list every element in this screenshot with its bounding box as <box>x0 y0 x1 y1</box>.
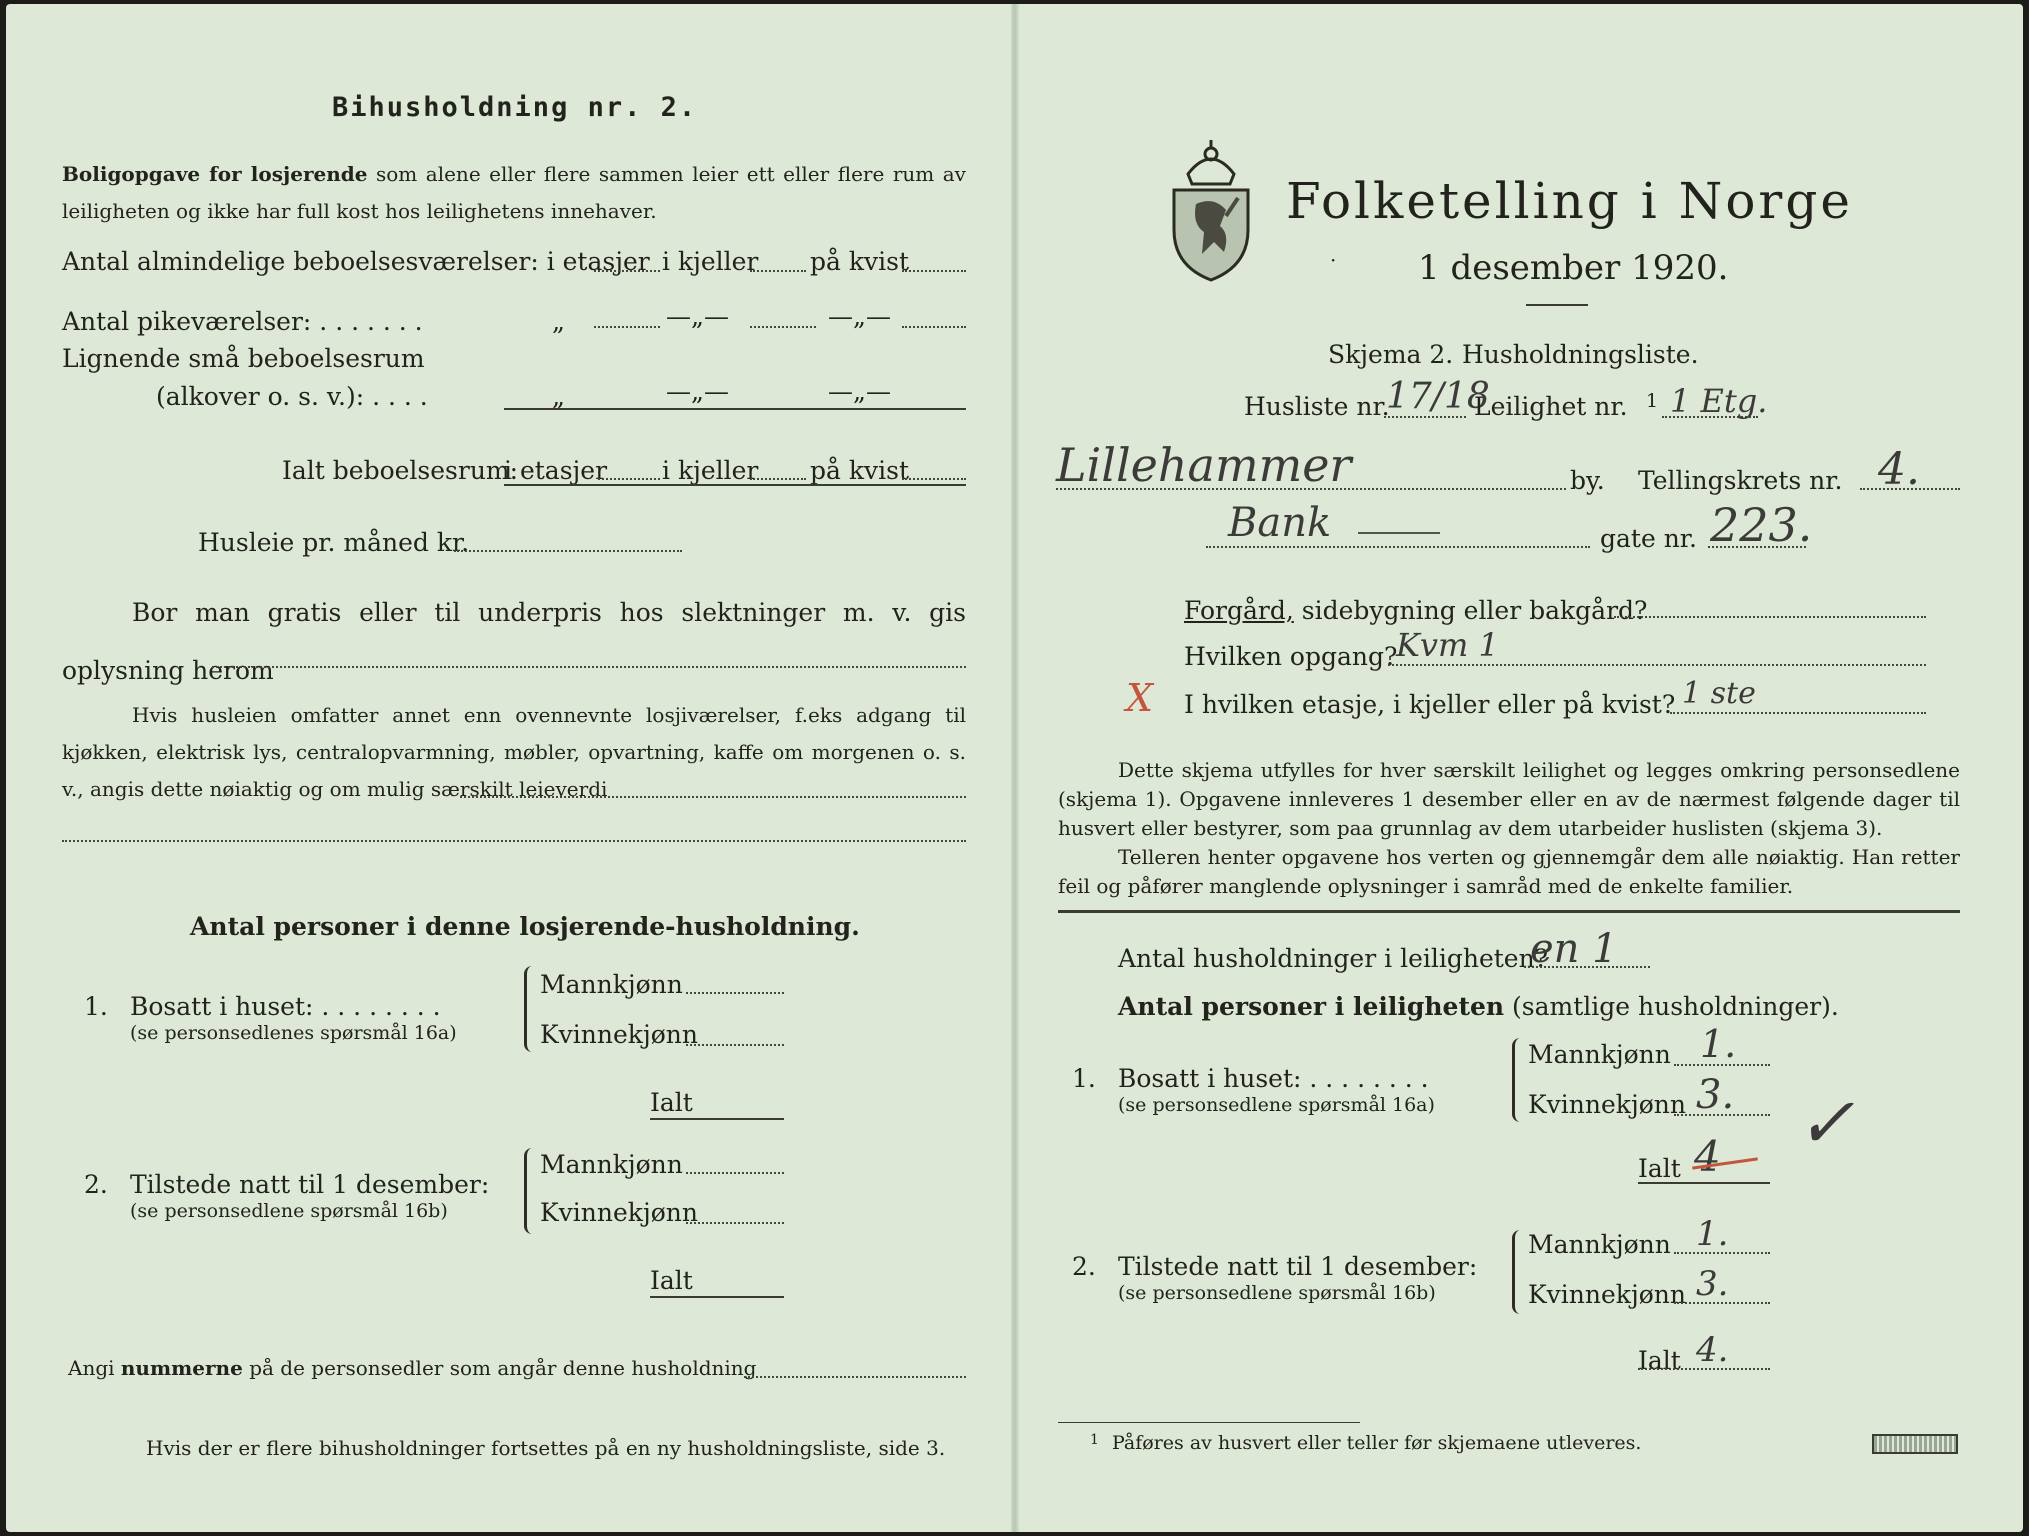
left-q1-kvinne-field[interactable] <box>686 1044 784 1046</box>
gratis-field[interactable] <box>212 666 966 668</box>
right-q2-label: Tilstede natt til 1 desember: <box>1118 1252 1478 1281</box>
left-q2-ialt-label: Ialt <box>650 1266 693 1295</box>
page-fold <box>1011 4 1019 1532</box>
left-q1-kvinne-label: Kvinnekjønn <box>540 1020 698 1049</box>
gate-field[interactable] <box>1206 546 1590 548</box>
ialt-rum-etasjer-field[interactable] <box>598 478 660 480</box>
right-q2-kvinne-field[interactable] <box>1674 1302 1770 1304</box>
left-q2-kvinne-label: Kvinnekjønn <box>540 1198 698 1227</box>
right-q1-num: 1. <box>1072 1064 1096 1093</box>
forgard-underlined: Forgård, <box>1184 596 1294 625</box>
angi-2: på de personsedler som angår denne husholdning <box>249 1356 757 1380</box>
krets-label: Tellingskrets nr. <box>1638 466 1843 495</box>
left-footer: Hvis der er flere bihusholdninger fortsettes på en ny husholdningsliste, side 3. <box>146 1436 946 1460</box>
left-q2-kvinne-field[interactable] <box>686 1222 784 1224</box>
left-q1-mann-field[interactable] <box>686 992 784 994</box>
left-q1-num: 1. <box>84 992 108 1021</box>
ialt-rum-etasjer-label: i etasjer <box>504 456 608 485</box>
pike-ditto-3: —„— <box>828 302 891 331</box>
rooms-label: Antal almindelige beboelsesværelser: i etasjer <box>62 247 650 276</box>
pike-kjeller-field[interactable] <box>750 326 816 328</box>
gratis-text: Bor man gratis eller til underpris hos slektninger m. v. gis oplysning herom <box>62 598 966 685</box>
ialt-rum-kvist-label: på kvist <box>810 456 909 485</box>
by-field[interactable] <box>1056 488 1566 490</box>
lignende-label-1: Lignende små beboelsesrum <box>62 344 425 373</box>
rooms-kvist-field[interactable] <box>902 270 966 272</box>
footnote-num: 1 <box>1090 1432 1099 1448</box>
ialt-rum-kjeller-label: i kjeller <box>662 456 759 485</box>
etasje-value: 1 ste <box>1682 676 1756 711</box>
antal-hush-label: Antal husholdninger i leiligheten? <box>1118 944 1549 973</box>
right-q1-mann-field[interactable] <box>1674 1064 1770 1066</box>
husleie-field[interactable] <box>454 550 682 552</box>
left-q2-label: Tilstede natt til 1 desember: <box>130 1170 490 1199</box>
pike-etasjer-field[interactable] <box>594 326 660 328</box>
left-q1-mann-label: Mannkjønn <box>540 970 683 999</box>
right-q1-kvinne-value: 3. <box>1696 1072 1735 1118</box>
leilighet-value: 1 Etg. <box>1670 382 1768 420</box>
by-label: by. <box>1570 466 1605 495</box>
angi-text <box>68 1356 756 1380</box>
left-q2-mann-label: Mannkjønn <box>540 1150 683 1179</box>
red-cross-mark: X <box>1126 676 1154 720</box>
right-q2-mann-field[interactable] <box>1674 1252 1770 1254</box>
ialt-rum-label: Ialt beboelsesrum: <box>282 456 519 485</box>
right-antal-title-rest: (samtlige husholdninger). <box>1504 992 1839 1021</box>
right-q1-ialt-label: Ialt <box>1638 1154 1681 1183</box>
norway-coat-of-arms-icon <box>1168 134 1254 284</box>
right-antal-title-bold: Antal personer i leiligheten <box>1118 992 1505 1021</box>
right-date: 1 desember 1920. <box>1418 248 1729 288</box>
left-q2-mann-field[interactable] <box>686 1172 784 1174</box>
forgard-rest: sidebygning eller bakgård? <box>1293 596 1648 625</box>
right-q1-mann-label: Mannkjønn <box>1528 1040 1671 1069</box>
angi-bold: nummerne <box>120 1356 243 1380</box>
right-q2-kvinne-value: 3. <box>1696 1264 1729 1304</box>
right-antal-title <box>1118 992 1839 1021</box>
left-q1-label: Bosatt i huset: . . . . . . . . <box>130 992 441 1021</box>
right-q1-mann-value: 1. <box>1700 1022 1737 1066</box>
gate-value: Bank <box>1228 500 1332 546</box>
etasje-label: I hvilken etasje, i kjeller eller på kvist? <box>1184 690 1676 719</box>
right-q2-ialt-field[interactable] <box>1638 1368 1770 1370</box>
right-q1-note: (se personsedlene spørsmål 16a) <box>1118 1094 1435 1116</box>
right-q1-kvinne-field[interactable] <box>1674 1114 1770 1116</box>
leieverdi-field-2[interactable] <box>62 840 966 842</box>
etasje-field[interactable] <box>1670 712 1926 714</box>
rooms-etasjer-field[interactable] <box>594 270 660 272</box>
left-q1-brace <box>524 966 537 1052</box>
gate-scribble <box>1358 532 1440 534</box>
left-q1-ialt-label: Ialt <box>650 1088 693 1117</box>
ialt-rum-kvist-field[interactable] <box>902 478 966 480</box>
husleie-label: Husleie pr. måned kr. <box>198 528 470 557</box>
left-intro <box>62 156 966 230</box>
leieverdi-field[interactable] <box>460 796 966 798</box>
right-q2-ialt-value: 4. <box>1696 1330 1729 1370</box>
left-antal-title: Antal personer i denne losjerende-husholdning. <box>190 912 860 941</box>
left-q2-brace <box>524 1148 537 1234</box>
by-value: Lillehammer <box>1056 438 1352 492</box>
antal-hush-value: en 1 <box>1530 926 1618 972</box>
left-title: Bihusholdning nr. 2. <box>332 92 698 123</box>
right-q2-brace <box>1512 1230 1525 1314</box>
opgang-label: Hvilken opgang? <box>1184 642 1398 671</box>
census-form-sheet <box>6 4 2023 1532</box>
right-q1-label: Bosatt i huset: . . . . . . . . <box>1118 1064 1429 1093</box>
angi-1: Angi <box>68 1356 115 1380</box>
lignende-rule <box>504 408 966 410</box>
ialt-rum-kjeller-field[interactable] <box>750 478 806 480</box>
intro-bold: Boligopgave for losjerende <box>62 162 368 186</box>
lignende-label-2: (alkover o. s. v.): . . . . <box>156 382 428 411</box>
section-rule <box>1058 910 1960 913</box>
intro-rest: som alene eller flere sammen leier ett eller flere rum av leiligheten og ikke har full kost hos leilighetens innehaver. <box>62 162 966 223</box>
left-q2-note: (se personsedlene spørsmål 16b) <box>130 1200 448 1222</box>
husholdningsliste-label: Husholdningsliste. <box>1462 340 1699 369</box>
printer-stamp-icon <box>1872 1434 1958 1454</box>
rooms-kjeller-label: i kjeller <box>662 247 759 276</box>
rooms-kjeller-field[interactable] <box>750 270 806 272</box>
krets-value: 4. <box>1878 444 1920 495</box>
title-rule <box>1526 304 1588 306</box>
right-q2-note: (se personsedlene spørsmål 16b) <box>1118 1282 1436 1304</box>
antal-hush-field[interactable] <box>1524 966 1650 968</box>
husleien-text: Hvis husleien omfatter annet enn ovennevnte losjiværelser, f.eks adgang til kjøkken, elektrisk lys, centralopvarmning, møbler, opvartning, kaffe om morgenen o. s. v., angis dette nøiaktig og om mulig særskilt leieverdi <box>62 703 966 801</box>
right-dot: · <box>1330 248 1337 272</box>
opgang-value: Kvm 1 <box>1396 626 1499 664</box>
right-q2-kvinne-label: Kvinnekjønn <box>1528 1280 1686 1309</box>
gate-label: gate nr. <box>1600 524 1697 553</box>
right-q1-ialt-field[interactable] <box>1638 1182 1770 1184</box>
left-q2-num: 2. <box>84 1170 108 1199</box>
forgard-field[interactable] <box>1614 616 1926 618</box>
right-title: Folketelling i Norge <box>1286 172 1853 230</box>
check-mark: ✓ <box>1796 1082 1855 1164</box>
opgang-field[interactable] <box>1388 664 1926 666</box>
lignende-ditto-2: —„— <box>666 377 729 406</box>
left-q1-note: (se personsedlenes spørsmål 16a) <box>130 1022 457 1044</box>
lignende-ditto-1: „ <box>552 382 565 411</box>
footnote: Påføres av husvert eller teller før skjemaene utleveres. <box>1112 1432 1642 1454</box>
left-q1-ialt-field[interactable] <box>650 1118 784 1120</box>
leilighet-sup: 1 <box>1646 390 1659 412</box>
pike-ditto-2: —„— <box>666 302 729 331</box>
right-q2-num: 2. <box>1072 1252 1096 1281</box>
instructions-1: Dette skjema utfylles for hver særskilt leilighet og legges omkring personsedlene (skjema 1). Opgavene innleveres 1 desember eller en av de nærmest følgende dager til husvert eller bestyrer, som paa grunnlag av dem utarbeider huslisten (skjema 3). <box>1058 758 1960 840</box>
instructions-2: Telleren henter opgavene hos verten og gjennemgår dem alle nøiaktig. Han retter feil og påfører manglende oplysninger i samråd med de enkelte familier. <box>1058 845 1960 898</box>
pike-ditto-1: „ <box>552 307 565 336</box>
pike-kvist-field[interactable] <box>902 326 966 328</box>
husliste-label: Husliste nr. <box>1244 392 1390 421</box>
left-q2-ialt-field[interactable] <box>650 1296 784 1298</box>
right-q2-mann-value: 1. <box>1696 1214 1729 1254</box>
right-q2-ialt-label: Ialt <box>1638 1346 1681 1375</box>
footnote-rule <box>1058 1422 1360 1423</box>
skjema-label: Skjema 2. <box>1328 340 1454 369</box>
angi-field[interactable] <box>744 1376 966 1378</box>
forgard-question <box>1184 596 1647 625</box>
husliste-value: 17/18 <box>1386 376 1490 417</box>
right-q2-mann-label: Mannkjønn <box>1528 1230 1671 1259</box>
leilighet-label: Leilighet nr. <box>1474 392 1628 421</box>
lignende-ditto-3: —„— <box>828 377 891 406</box>
rooms-kvist-label: på kvist <box>810 247 909 276</box>
right-q1-brace <box>1512 1038 1525 1122</box>
pike-label: Antal pikeværelser: . . . . . . . <box>62 307 423 336</box>
right-q1-ialt-value: 4 <box>1694 1132 1721 1181</box>
right-q1-kvinne-label: Kvinnekjønn <box>1528 1090 1686 1119</box>
gate-nr-value: 223. <box>1710 498 1813 552</box>
ialt-rum-rule <box>504 484 966 486</box>
